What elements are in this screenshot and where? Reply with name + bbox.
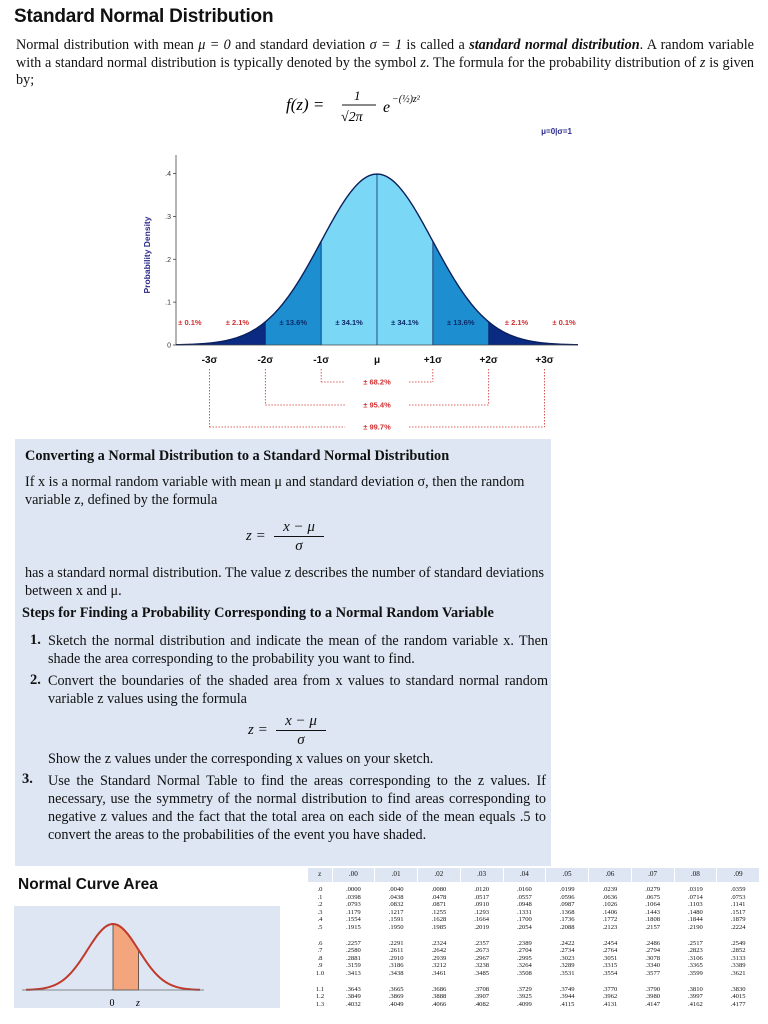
area-value: .3133 xyxy=(730,954,746,962)
area-value: .3023 xyxy=(559,954,575,962)
z-value: .8 xyxy=(317,954,323,962)
normal-curve-area-figure xyxy=(0,890,300,1024)
formula-lhs: z = xyxy=(248,722,268,738)
step-number-2: 2. xyxy=(30,672,41,688)
area-value: .0398 xyxy=(345,893,361,901)
area-value: .3508 xyxy=(516,969,532,977)
area-value: .2123 xyxy=(602,923,618,931)
area-value: .2642 xyxy=(431,947,447,955)
band-label: ± 34.1% xyxy=(391,317,419,327)
column-header: .06 xyxy=(589,868,632,882)
area-value: .0714 xyxy=(687,893,703,901)
area-value: .0160 xyxy=(516,886,532,893)
area-value: .3106 xyxy=(687,954,703,962)
area-value: .0557 xyxy=(516,893,532,901)
area-values xyxy=(546,932,589,978)
area-value: .2088 xyxy=(559,923,575,931)
area-value: .1517 xyxy=(730,908,746,916)
area-value: .2257 xyxy=(345,939,361,947)
converting-text-1: If x is a normal random variable with mean μ and standard deviation σ, then the random variable z, defined by the formula xyxy=(25,474,525,508)
area-values xyxy=(589,978,632,1009)
area-values xyxy=(546,882,589,932)
area-values xyxy=(375,978,418,1009)
area-values xyxy=(332,932,375,978)
area-value: .2704 xyxy=(516,947,532,955)
area-value: .2517 xyxy=(687,939,703,947)
z-symbol: z xyxy=(699,54,706,71)
area-value: .2389 xyxy=(516,939,532,947)
intro-text: . The formula for the probability distribution of xyxy=(425,54,700,71)
label-zero: 0 xyxy=(109,998,115,1009)
area-value: .3577 xyxy=(645,969,661,977)
svg-text:f(z) =: f(z) = xyxy=(286,95,325,114)
area-value: .3708 xyxy=(474,985,490,993)
table-row-group xyxy=(308,978,760,1009)
area-value: .2910 xyxy=(388,954,404,962)
z-value: .2 xyxy=(317,901,323,909)
area-value: .1985 xyxy=(431,923,447,931)
area-value: .2224 xyxy=(730,923,746,931)
area-value: .3830 xyxy=(730,985,746,993)
x-tick-label: +2σ xyxy=(479,355,498,366)
area-value: .3686 xyxy=(431,985,447,993)
svg-text:−(½)z²: −(½)z² xyxy=(392,94,420,105)
area-value: .3531 xyxy=(559,969,575,977)
area-values xyxy=(589,932,632,978)
column-header: .01 xyxy=(375,868,418,882)
area-value: .2881 xyxy=(345,954,361,962)
area-value: .1026 xyxy=(602,901,618,909)
steps-heading: Steps for Finding a Probability Corresponding to a Normal Random Variable xyxy=(22,605,494,621)
area-value: .1480 xyxy=(687,908,703,916)
area-value: .3051 xyxy=(602,954,618,962)
area-values xyxy=(631,978,674,1009)
area-values xyxy=(717,882,760,932)
intro-text: Normal distribution with mean xyxy=(16,37,199,53)
z-value: .0 xyxy=(317,886,323,893)
area-value: .4049 xyxy=(388,1000,404,1008)
formula-lhs: z = xyxy=(246,528,266,544)
x-tick-label: -1σ xyxy=(313,355,330,366)
band-label: ± 34.1% xyxy=(335,317,363,327)
area-value: .3925 xyxy=(516,993,532,1001)
column-header: .00 xyxy=(332,868,375,882)
figure-background xyxy=(14,906,280,1008)
area-value: .4162 xyxy=(687,1000,703,1008)
area-values xyxy=(503,978,546,1009)
area-value: .2157 xyxy=(645,923,661,931)
area-value: .2995 xyxy=(516,954,532,962)
z-table xyxy=(308,868,760,1008)
band-label: ± 13.6% xyxy=(447,317,475,327)
intro-text: and standard deviation xyxy=(230,37,370,53)
area-value: .3770 xyxy=(602,985,618,993)
area-values xyxy=(503,882,546,932)
x-tick-label: -2σ xyxy=(257,355,274,366)
area-values xyxy=(674,932,717,978)
area-value: .0359 xyxy=(730,886,746,893)
chart-title: μ=0|σ=1 xyxy=(541,127,572,136)
area-value: .3238 xyxy=(474,962,490,970)
area-value: .1950 xyxy=(388,923,404,931)
column-header: .04 xyxy=(503,868,546,882)
area-value: .0675 xyxy=(645,893,661,901)
interval-label: ± 68.2% xyxy=(363,377,391,387)
area-values xyxy=(674,978,717,1009)
area-value: .1141 xyxy=(730,901,746,909)
z-column-header: z xyxy=(308,868,332,882)
area-value: .0753 xyxy=(730,893,746,901)
area-value: .3212 xyxy=(431,962,447,970)
area-value: .0239 xyxy=(602,886,618,893)
area-value: .3621 xyxy=(730,969,746,977)
step-text-3: Use the Standard Normal Table to find the areas corresponding to the z values. If necessary, use the symmetry of the normal distribution to find areas corresponding to negative z values and the fact that the total area on each side of the mean equals .5 to convert the areas to the probabilities of the event you have shaded. xyxy=(48,773,546,843)
area-value: .2549 xyxy=(730,939,746,947)
area-value: .3315 xyxy=(602,962,618,970)
area-value: .3554 xyxy=(602,969,618,977)
area-values xyxy=(375,932,418,978)
area-value: .1915 xyxy=(345,923,361,931)
area-value: .3186 xyxy=(388,962,404,970)
area-value: .4115 xyxy=(559,1000,575,1008)
z-value: 1.0 xyxy=(315,969,325,977)
area-value: .0987 xyxy=(559,901,575,909)
area-values xyxy=(375,882,418,932)
area-value: .1255 xyxy=(431,908,447,916)
area-value: .2967 xyxy=(474,954,490,962)
z-value: .3 xyxy=(317,908,323,916)
step-text-2: Convert the boundaries of the shaded area from x values to standard normal random variable z values using the formula xyxy=(48,673,548,707)
column-header: .08 xyxy=(674,868,717,882)
area-values xyxy=(631,932,674,978)
area-value: .3997 xyxy=(687,993,703,1001)
x-tick-label: +1σ xyxy=(423,355,442,366)
area-value: .2673 xyxy=(474,947,490,955)
area-value: .1443 xyxy=(645,908,661,916)
area-value: .0120 xyxy=(474,886,490,893)
z-symbol: z xyxy=(420,54,426,71)
band-label: ± 2.1% xyxy=(504,317,529,327)
z-value: .6 xyxy=(317,939,323,947)
area-value: .0080 xyxy=(431,886,447,893)
intro-paragraph xyxy=(16,37,754,90)
area-values xyxy=(460,882,503,932)
converting-text-2: has a standard normal distribution. The value z describes the number of standard deviations between x and μ. xyxy=(25,565,545,599)
area-value: .0910 xyxy=(474,901,490,909)
area-value: .1700 xyxy=(516,916,532,924)
area-value: .1406 xyxy=(602,908,618,916)
band-label: ± 0.1% xyxy=(178,317,202,327)
area-value: .0000 xyxy=(345,886,361,893)
area-value: .4099 xyxy=(516,1000,532,1008)
area-value: .2019 xyxy=(474,923,490,931)
area-value: .4015 xyxy=(730,993,746,1001)
area-values xyxy=(460,932,503,978)
area-value: .3599 xyxy=(687,969,703,977)
area-value: .3810 xyxy=(687,985,703,993)
y-tick-label: .4 xyxy=(165,171,171,179)
area-values xyxy=(717,932,760,978)
interval-label: ± 99.7% xyxy=(363,422,391,432)
area-values xyxy=(418,978,461,1009)
step-2-after-formula: Show the z values under the corresponding x values on your sketch. xyxy=(48,751,434,767)
area-value: .4177 xyxy=(730,1000,746,1008)
area-value: .1664 xyxy=(474,916,490,924)
z-value: .7 xyxy=(317,947,323,955)
area-value: .2357 xyxy=(474,939,490,947)
sigma-equation: σ = 1 xyxy=(369,37,403,53)
area-value: .1808 xyxy=(645,916,661,924)
y-tick-label: .2 xyxy=(165,256,171,264)
z-value: 1.2 xyxy=(315,993,325,1001)
x-tick-label: -3σ xyxy=(201,355,218,366)
area-value: .1591 xyxy=(388,916,404,924)
area-value: .3485 xyxy=(474,969,490,977)
area-value: .2764 xyxy=(602,947,618,955)
area-value: .2291 xyxy=(388,939,404,947)
area-value: .1844 xyxy=(687,916,703,924)
intro-text: is given by; xyxy=(16,54,755,88)
area-values xyxy=(332,882,375,932)
area-value: .0793 xyxy=(345,901,361,909)
area-value: .0871 xyxy=(431,901,447,909)
svg-text:e: e xyxy=(383,99,391,116)
label-z: z xyxy=(136,998,140,1009)
area-values xyxy=(589,882,632,932)
normal-distribution-chart xyxy=(0,120,768,440)
area-value: .4066 xyxy=(431,1000,447,1008)
area-value: .4131 xyxy=(602,1000,618,1008)
area-value: .3980 xyxy=(645,993,661,1001)
column-header: .05 xyxy=(546,868,589,882)
area-value: .0948 xyxy=(516,901,532,909)
area-values xyxy=(631,882,674,932)
area-value: .2734 xyxy=(559,947,575,955)
area-value: .3849 xyxy=(345,993,361,1001)
column-header: .02 xyxy=(418,868,461,882)
area-value: .2939 xyxy=(431,954,447,962)
area-value: .3078 xyxy=(645,954,661,962)
area-value: .0596 xyxy=(559,893,575,901)
y-tick-label: .3 xyxy=(165,213,171,221)
area-value: .2422 xyxy=(559,939,575,947)
formula-denominator: σ xyxy=(297,732,305,748)
intro-text: . A random variable with a standard normal distribution is typically denoted by the symbol xyxy=(16,37,754,71)
area-value: .0040 xyxy=(388,886,404,893)
area-values xyxy=(503,932,546,978)
area-value: .0279 xyxy=(645,886,661,893)
z-value: 1.3 xyxy=(315,1000,325,1008)
area-value: .4147 xyxy=(645,1000,661,1008)
area-value: .3264 xyxy=(516,962,532,970)
band-label: ± 13.6% xyxy=(279,317,307,327)
area-values xyxy=(460,978,503,1009)
area-value: .3790 xyxy=(645,985,661,993)
area-values xyxy=(546,978,589,1009)
band-label: ± 0.1% xyxy=(552,317,576,327)
z-values xyxy=(308,978,332,1009)
area-value: .0517 xyxy=(474,893,490,901)
area-value: .3365 xyxy=(687,962,703,970)
area-value: .3461 xyxy=(431,969,447,977)
area-value: .1064 xyxy=(645,901,661,909)
page-title: Standard Normal Distribution xyxy=(14,6,274,27)
z-value: 1.1 xyxy=(315,985,325,993)
area-value: .4032 xyxy=(345,1000,361,1008)
intro-text: is called a xyxy=(402,37,470,53)
z-value: .4 xyxy=(317,916,323,924)
area-value: .3413 xyxy=(345,969,361,977)
z-value: .1 xyxy=(317,893,323,901)
table-row-group xyxy=(308,932,760,978)
step-number-3: 3. xyxy=(22,771,33,787)
interval-label: ± 95.4% xyxy=(363,400,391,410)
area-value: .3888 xyxy=(431,993,447,1001)
area-value: .2611 xyxy=(388,947,404,955)
z-values xyxy=(308,882,332,932)
area-value: .3962 xyxy=(602,993,618,1001)
area-value: .2486 xyxy=(645,939,661,947)
area-value: .3340 xyxy=(645,962,661,970)
area-value: .0832 xyxy=(388,901,404,909)
z-value: .9 xyxy=(317,962,323,970)
area-value: .3289 xyxy=(559,962,575,970)
area-value: .1293 xyxy=(474,908,490,916)
normal-curve-area-title: Normal Curve Area xyxy=(18,876,158,893)
area-value: .1879 xyxy=(730,916,746,924)
area-value: .3665 xyxy=(388,985,404,993)
area-value: .2580 xyxy=(345,947,361,955)
svg-text:1: 1 xyxy=(354,88,361,103)
formula-numerator: x − μ xyxy=(274,518,324,537)
area-value: .1736 xyxy=(559,916,575,924)
area-value: .0438 xyxy=(388,893,404,901)
y-tick-label: .1 xyxy=(165,299,171,307)
y-axis-label: Probability Density xyxy=(142,216,152,294)
area-value: .3729 xyxy=(516,985,532,993)
area-value: .3944 xyxy=(559,993,575,1001)
area-value: .1772 xyxy=(602,916,618,924)
area-value: .2454 xyxy=(602,939,618,947)
x-tick-label: μ xyxy=(373,355,381,366)
step-text-1: Sketch the normal distribution and indicate the mean of the random variable x. Then shade the area corresponding to the probability you want to find. xyxy=(48,633,548,667)
area-value: .4082 xyxy=(474,1000,490,1008)
area-value: .1103 xyxy=(688,901,703,909)
column-header: .07 xyxy=(631,868,674,882)
area-values xyxy=(332,978,375,1009)
table-row-group xyxy=(308,882,760,932)
y-tick-label: 0 xyxy=(167,342,171,350)
converting-heading: Converting a Normal Distribution to a Standard Normal Distribution xyxy=(25,448,450,464)
band-label: ± 2.1% xyxy=(225,317,250,327)
area-values xyxy=(717,978,760,1009)
step-number-1: 1. xyxy=(30,632,41,648)
area-value: .3643 xyxy=(345,985,361,993)
area-value: .3869 xyxy=(388,993,404,1001)
intro-emphasis: standard normal distribution xyxy=(469,37,640,53)
area-value: .2794 xyxy=(645,947,661,955)
area-value: .1628 xyxy=(431,916,447,924)
mu-equation: μ = 0 xyxy=(198,37,231,53)
formula-numerator: x − μ xyxy=(276,712,326,731)
area-value: .1331 xyxy=(516,908,532,916)
area-value: .0636 xyxy=(602,893,618,901)
area-value: .0478 xyxy=(431,893,447,901)
area-values xyxy=(674,882,717,932)
z-value: .5 xyxy=(317,923,323,931)
z-values xyxy=(308,932,332,978)
area-value: .3438 xyxy=(388,969,404,977)
area-value: .1554 xyxy=(345,916,361,924)
area-value: .1368 xyxy=(559,908,575,916)
formula-denominator: σ xyxy=(295,538,303,554)
area-value: .2190 xyxy=(687,923,703,931)
area-value: .3389 xyxy=(730,962,746,970)
area-value: .3159 xyxy=(345,962,361,970)
area-value: .3749 xyxy=(559,985,575,993)
area-value: .1217 xyxy=(388,908,404,916)
area-value: .2324 xyxy=(431,939,447,947)
svg-text:√2π: √2π xyxy=(341,110,363,125)
area-value: .0199 xyxy=(559,886,575,893)
area-value: .0319 xyxy=(687,886,703,893)
area-value: .1179 xyxy=(346,908,361,916)
x-tick-label: +3σ xyxy=(535,355,554,366)
area-value: .3907 xyxy=(474,993,490,1001)
area-values xyxy=(418,932,461,978)
area-values xyxy=(418,882,461,932)
column-header: .09 xyxy=(717,868,760,882)
area-value: .2823 xyxy=(687,947,703,955)
column-header: .03 xyxy=(460,868,503,882)
area-value: .2054 xyxy=(516,923,532,931)
area-value: .2852 xyxy=(730,947,746,955)
